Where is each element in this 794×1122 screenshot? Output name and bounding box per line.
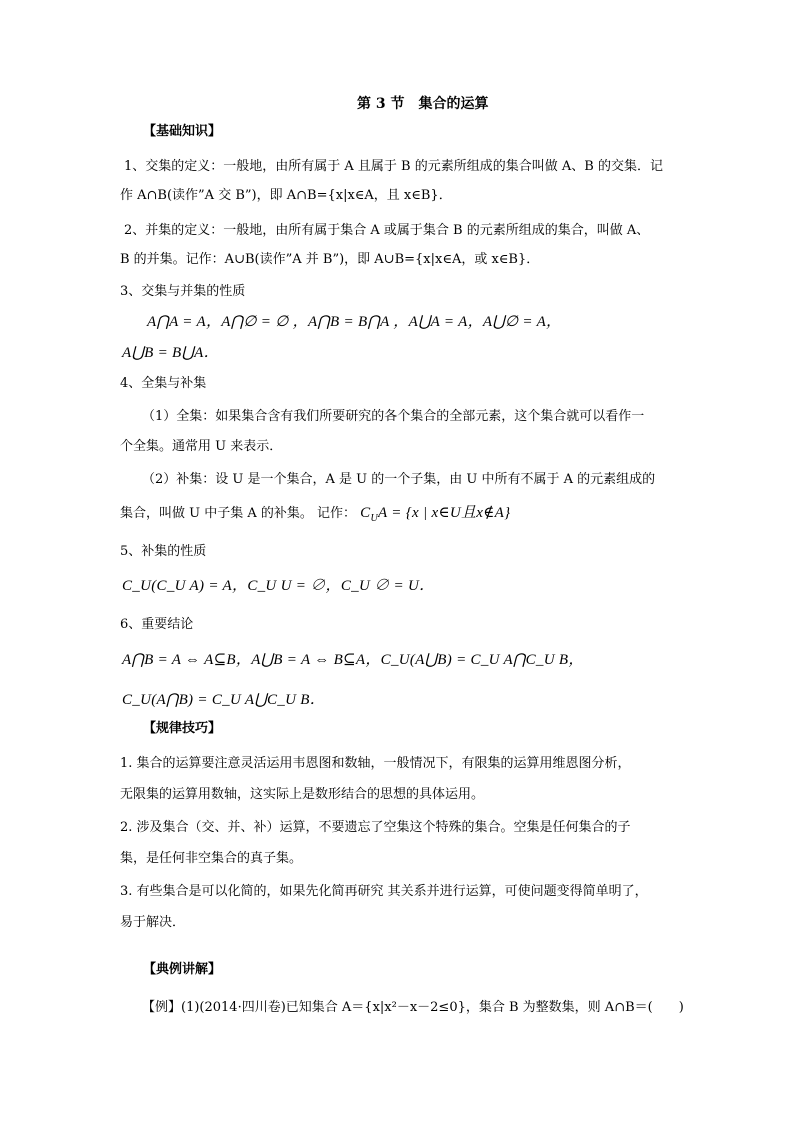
paragraph-complement-line-2 — [120, 505, 510, 527]
tip-2-line-1: 2. 涉及集合（交、并、补）运算，不要遗忘了空集这个特殊的集合。空集是任何集合的子 — [120, 820, 631, 835]
formula-conclusions-line-2: C_U(A⋂B) = C_U A⋃C_U B． — [122, 692, 326, 708]
complement-formula: $C_UA = \{x$ | x∈U且x∉A} — [360, 505, 511, 524]
tip-3-line-2: 易于解决． — [120, 915, 186, 930]
formula-complement-properties: C_U(C_U A) = A，C_U U = ∅，C_U ∅ = U． — [122, 578, 435, 594]
paragraph-universal-set-line-1: （1）全集：如果集合含有我们所要研究的各个集合的全部元素，这个集合就可以看作一 — [142, 409, 645, 424]
complement-text: 集合，叫做 U 中子集 A 的补集。 记作： — [120, 506, 357, 521]
tip-1-line-1: 1. 集合的运算要注意灵活运用韦恩图和数轴，一般情况下，有限集的运算用维恩图分析， — [120, 756, 631, 771]
page-title: 第 3 节 集合的运算 — [357, 96, 489, 112]
paragraph-complement-line-1: （2）补集：设 U 是一个集合，A 是 U 的一个子集，由 U 中所有不属于 A 的元素组成的 — [142, 472, 656, 487]
section-heading-examples: 【典例讲解】 — [143, 962, 222, 977]
heading-universal-complement: 4、全集与补集 — [120, 376, 207, 391]
section-heading-basic: 【基础知识】 — [143, 124, 222, 139]
formula-conclusions-line-1: A⋂B = A ⇔ A⊆B，A⋃B = A ⇔ B⊆A，C_U(A⋃B) = C_U A⋂C_U B， — [122, 652, 584, 668]
formula-properties-line-2: A⋃B = B⋃A． — [122, 345, 219, 361]
tip-3-line-1: 3. 有些集合是可以化简的，如果先化简再研究 其关系并进行运算，可使问题变得简单明了， — [120, 884, 648, 899]
paragraph-union-line-1: 2、并集的定义：一般地，由所有属于集合 A 或属于集合 B 的元素所组成的集合，叫做 A、 — [124, 223, 650, 238]
heading-complement-properties: 5、补集的性质 — [120, 544, 207, 559]
paragraph-union-line-2: B 的并集。记作：A∪B(读作”A 并 B”)，即 A∪B={x|x∈A，或 x∈B}． — [120, 252, 540, 267]
paragraph-intersection-line-1: 1、交集的定义：一般地，由所有属于 A 且属于 B 的元素所组成的集合叫做 A、B 的交集．记 — [124, 159, 663, 174]
tip-1-line-2: 无限集的运算用数轴，这实际上是数形结合的思想的具体运用。 — [120, 787, 485, 802]
tip-2-line-2: 集，是任何非空集合的真子集。 — [120, 851, 303, 866]
section-heading-tips: 【规律技巧】 — [143, 721, 222, 736]
paragraph-intersection-line-2: 作 A∩B(读作”A 交 B”)，即 A∩B={x|x∈A，且 x∈B}． — [120, 188, 452, 203]
heading-intersection-union-properties: 3、交集与并集的性质 — [120, 284, 246, 299]
example-1: 【例】(1)(2014·四川卷)已知集合 A＝{x|x²－x－2≤0}，集合 B 为整数集，则 A∩B＝( ) — [142, 1000, 684, 1015]
formula-properties-line-1: A⋂A = A，A⋂∅ = ∅ ，A⋂B = B⋂A ，A⋃A = A，A⋃∅ = A， — [147, 314, 562, 330]
heading-important-conclusions: 6、重要结论 — [120, 617, 194, 632]
paragraph-universal-set-line-2: 个全集。通常用 U 来表示． — [120, 439, 283, 454]
